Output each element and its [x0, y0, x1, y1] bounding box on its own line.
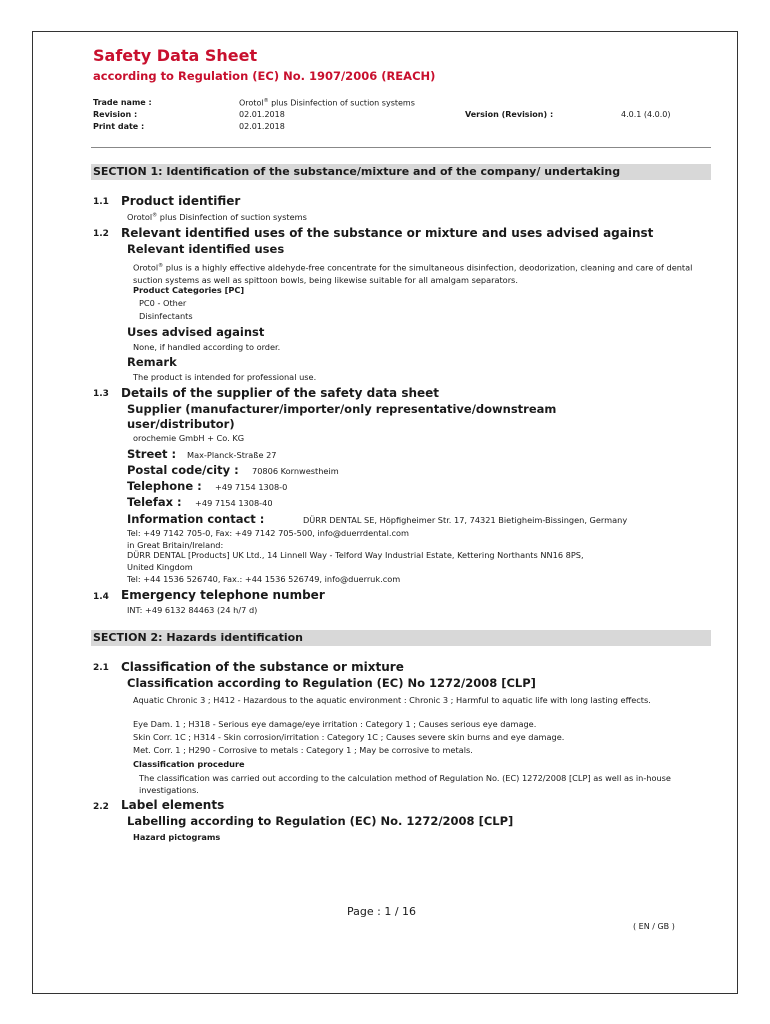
remark-text: The product is intended for professional use. — [133, 372, 317, 382]
classification-procedure-text: The classification was carried out according to the calculation method of Regulation No. (EC) 1272/2008 [CLP] as well as in-house investigations. — [139, 773, 671, 795]
document-title: Safety Data Sheet — [93, 46, 258, 65]
clp-classification-title: Classification according to Regulation (EC) No 1272/2008 [CLP] — [127, 676, 536, 690]
s13-title: Details of the supplier of the safety data sheet — [121, 386, 440, 400]
telefax-label: Telefax : — [127, 495, 182, 509]
street-value: Max-Planck-Straße 27 — [187, 450, 277, 460]
classification-line-1: Aquatic Chronic 3 ; H412 - Hazardous to the aquatic environment : Chronic 3 ; Harmful to aquatic life with long lasting effects. — [133, 695, 651, 705]
classification-line-4: Met. Corr. 1 ; H290 - Corrosive to metals : Category 1 ; May be corrosive to metals. — [133, 745, 473, 755]
section-2-header: SECTION 2: Hazards identification — [91, 630, 711, 646]
info-contact-label: Information contact : — [127, 512, 265, 526]
info-line-6: Tel: +44 1536 526740, Fax.: +44 1536 526749, info@duerruk.com — [127, 574, 401, 584]
s14-title: Emergency telephone number — [121, 588, 325, 602]
uses-against-text: None, if handled according to order. — [133, 342, 281, 352]
info-line-5: United Kingdom — [127, 562, 193, 572]
s21-title: Classification of the substance or mixture — [121, 660, 404, 674]
classification-line-2: Eye Dam. 1 ; H318 - Serious eye damage/eye irritation : Category 1 ; Causes serious eye damage. — [133, 719, 537, 729]
s12-title: Relevant identified uses of the substance or mixture and uses advised against — [121, 226, 654, 240]
remark-title: Remark — [127, 355, 177, 369]
info-line-4: DÜRR DENTAL [Products] UK Ltd., 14 Linnell Way - Telford Way Industrial Estate, Kettering Northants NN16 8PS, — [127, 550, 584, 560]
s11-number: 1.1 — [93, 197, 109, 207]
classification-procedure-title: Classification procedure — [133, 759, 245, 769]
s13-number: 1.3 — [93, 389, 109, 399]
supplier-name: orochemie GmbH + Co. KG — [133, 433, 245, 443]
document-page — [32, 31, 738, 994]
revision-label: Revision : — [93, 110, 138, 119]
labelling-title: Labelling according to Regulation (EC) No. 1272/2008 [CLP] — [127, 814, 514, 828]
document-subtitle: according to Regulation (EC) No. 1907/2006 (REACH) — [93, 69, 436, 83]
telephone-label: Telephone : — [127, 479, 202, 493]
trade-name-value: Orotol® plus Disinfection of suction systems — [239, 98, 415, 108]
supplier-title-1: Supplier (manufacturer/importer/only representative/downstream — [127, 402, 557, 416]
section-1-header: SECTION 1: Identification of the substance/mixture and of the company/ undertaking — [91, 164, 711, 180]
language-code: ( EN / GB ) — [633, 922, 675, 931]
hazard-pictograms-title: Hazard pictograms — [133, 832, 221, 842]
s12-number: 1.2 — [93, 229, 109, 239]
revision-value: 02.01.2018 — [239, 110, 285, 119]
info-contact-value: DÜRR DENTAL SE, Höpfigheimer Str. 17, 74321 Bietigheim-Bissingen, Germany — [303, 515, 628, 525]
info-line-3: in Great Britain/Ireland: — [127, 540, 224, 550]
info-line-2: Tel: +49 7142 705-0, Fax: +49 7142 705-500, info@duerrdental.com — [127, 528, 409, 538]
postal-label: Postal code/city : — [127, 463, 239, 477]
trade-name-label: Trade name : — [93, 98, 152, 107]
version-label: Version (Revision) : — [465, 110, 554, 119]
uses-against-title: Uses advised against — [127, 325, 265, 339]
print-date-label: Print date : — [93, 122, 145, 131]
s14-text: INT: +49 6132 84463 (24 h/7 d) — [127, 605, 258, 615]
pc-line-1: PC0 - Other — [139, 298, 187, 308]
classification-line-3: Skin Corr. 1C ; H314 - Skin corrosion/irritation : Category 1C ; Causes severe skin burns and eye damage. — [133, 732, 565, 742]
supplier-title-2: user/distributor) — [127, 417, 235, 431]
header-divider — [91, 147, 711, 148]
telephone-value: +49 7154 1308-0 — [215, 482, 288, 492]
s22-number: 2.2 — [93, 802, 109, 812]
s11-text: Orotol® plus Disinfection of suction systems — [127, 212, 307, 222]
page-number: Page : 1 / 16 — [347, 905, 417, 918]
telefax-value: +49 7154 1308-40 — [195, 498, 273, 508]
s21-number: 2.1 — [93, 663, 109, 673]
version-value: 4.0.1 (4.0.0) — [621, 110, 671, 119]
street-label: Street : — [127, 447, 177, 461]
postal-value: 70806 Kornwestheim — [252, 466, 339, 476]
relevant-uses-title: Relevant identified uses — [127, 242, 285, 256]
s14-number: 1.4 — [93, 592, 109, 602]
relevant-uses-text: Orotol® plus is a highly effective aldehyde-free concentrate for the simultaneous disinfection, deodorization, cleaning and care of dental suction systems as well as spittoon bowls, being likewise suitable for all amalgam separators. — [133, 262, 693, 285]
product-categories-title: Product Categories [PC] — [133, 285, 245, 295]
print-date-value: 02.01.2018 — [239, 122, 285, 131]
s11-title: Product identifier — [121, 194, 241, 208]
pc-line-2: Disinfectants — [139, 311, 193, 321]
s22-title: Label elements — [121, 798, 225, 812]
